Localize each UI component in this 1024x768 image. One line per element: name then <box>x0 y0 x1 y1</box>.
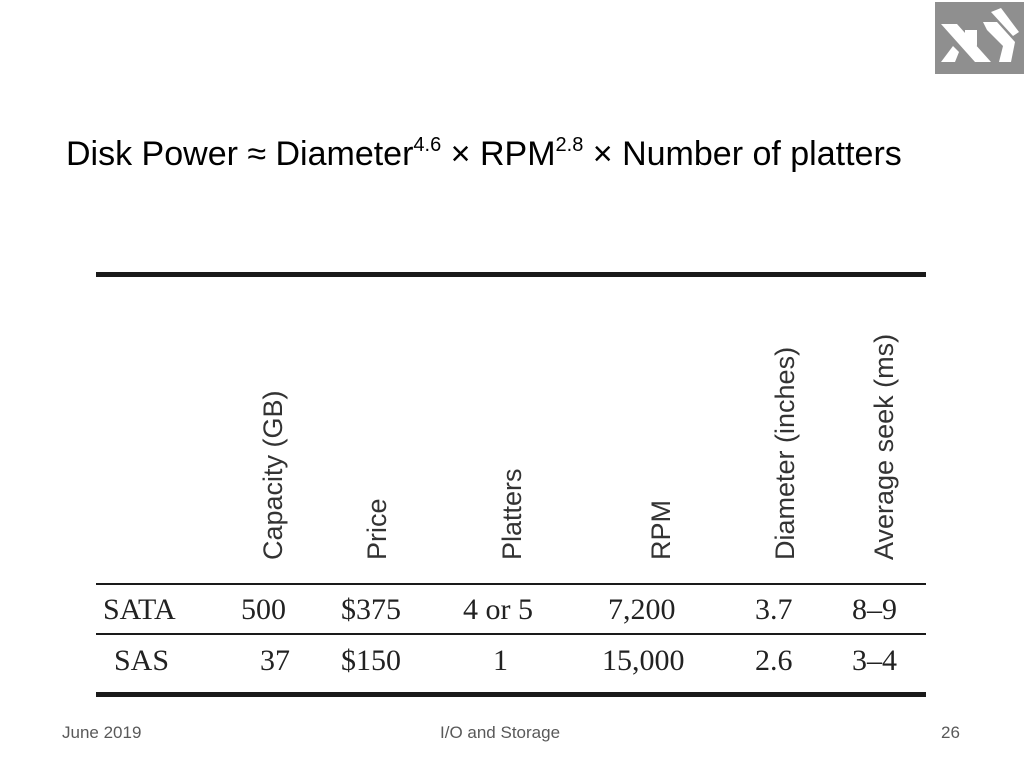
footer-date: June 2019 <box>62 723 142 742</box>
title-prefix: Disk Power ≈ Diameter <box>66 135 414 173</box>
header-price: Price <box>362 498 392 560</box>
cell-capacity: 37 <box>260 644 290 677</box>
rpm-exponent: 2.8 <box>555 134 584 156</box>
cell-average-seek: 8–9 <box>852 593 897 626</box>
cell-platters: 1 <box>493 644 508 677</box>
cell-diameter: 2.6 <box>755 644 793 677</box>
footer-topic: I/O and Storage <box>440 723 561 742</box>
cell-rpm: 7,200 <box>608 593 676 626</box>
header-capacity: Capacity (GB) <box>258 390 288 560</box>
cell-capacity: 500 <box>241 593 286 626</box>
header-platters: Platters <box>497 468 527 560</box>
page-number: 26 <box>941 723 960 742</box>
header-average-seek: Average seek (ms) <box>869 333 899 560</box>
title-mid: × RPM <box>441 135 556 173</box>
title-suffix: × Number of platters <box>583 135 902 173</box>
cell-diameter: 3.7 <box>755 593 793 626</box>
diameter-exponent: 4.6 <box>413 134 442 156</box>
disk-comparison-table <box>96 272 926 698</box>
row-label: SATA <box>103 593 176 626</box>
cell-price: $150 <box>341 644 401 677</box>
slide-title <box>66 128 902 180</box>
row-label: SAS <box>114 644 170 677</box>
logo <box>935 2 1024 74</box>
table-top-rule <box>96 272 926 277</box>
cell-platters: 4 or 5 <box>463 593 533 626</box>
header-divider <box>96 583 926 585</box>
cell-price: $375 <box>341 593 401 626</box>
header-rpm: RPM <box>646 500 676 560</box>
cell-average-seek: 3–4 <box>852 644 897 677</box>
header-diameter: Diameter (inches) <box>770 346 800 560</box>
logo-icon <box>935 2 1024 74</box>
cell-rpm: 15,000 <box>602 644 685 677</box>
table-bottom-rule <box>96 692 926 697</box>
row-divider <box>96 633 926 635</box>
